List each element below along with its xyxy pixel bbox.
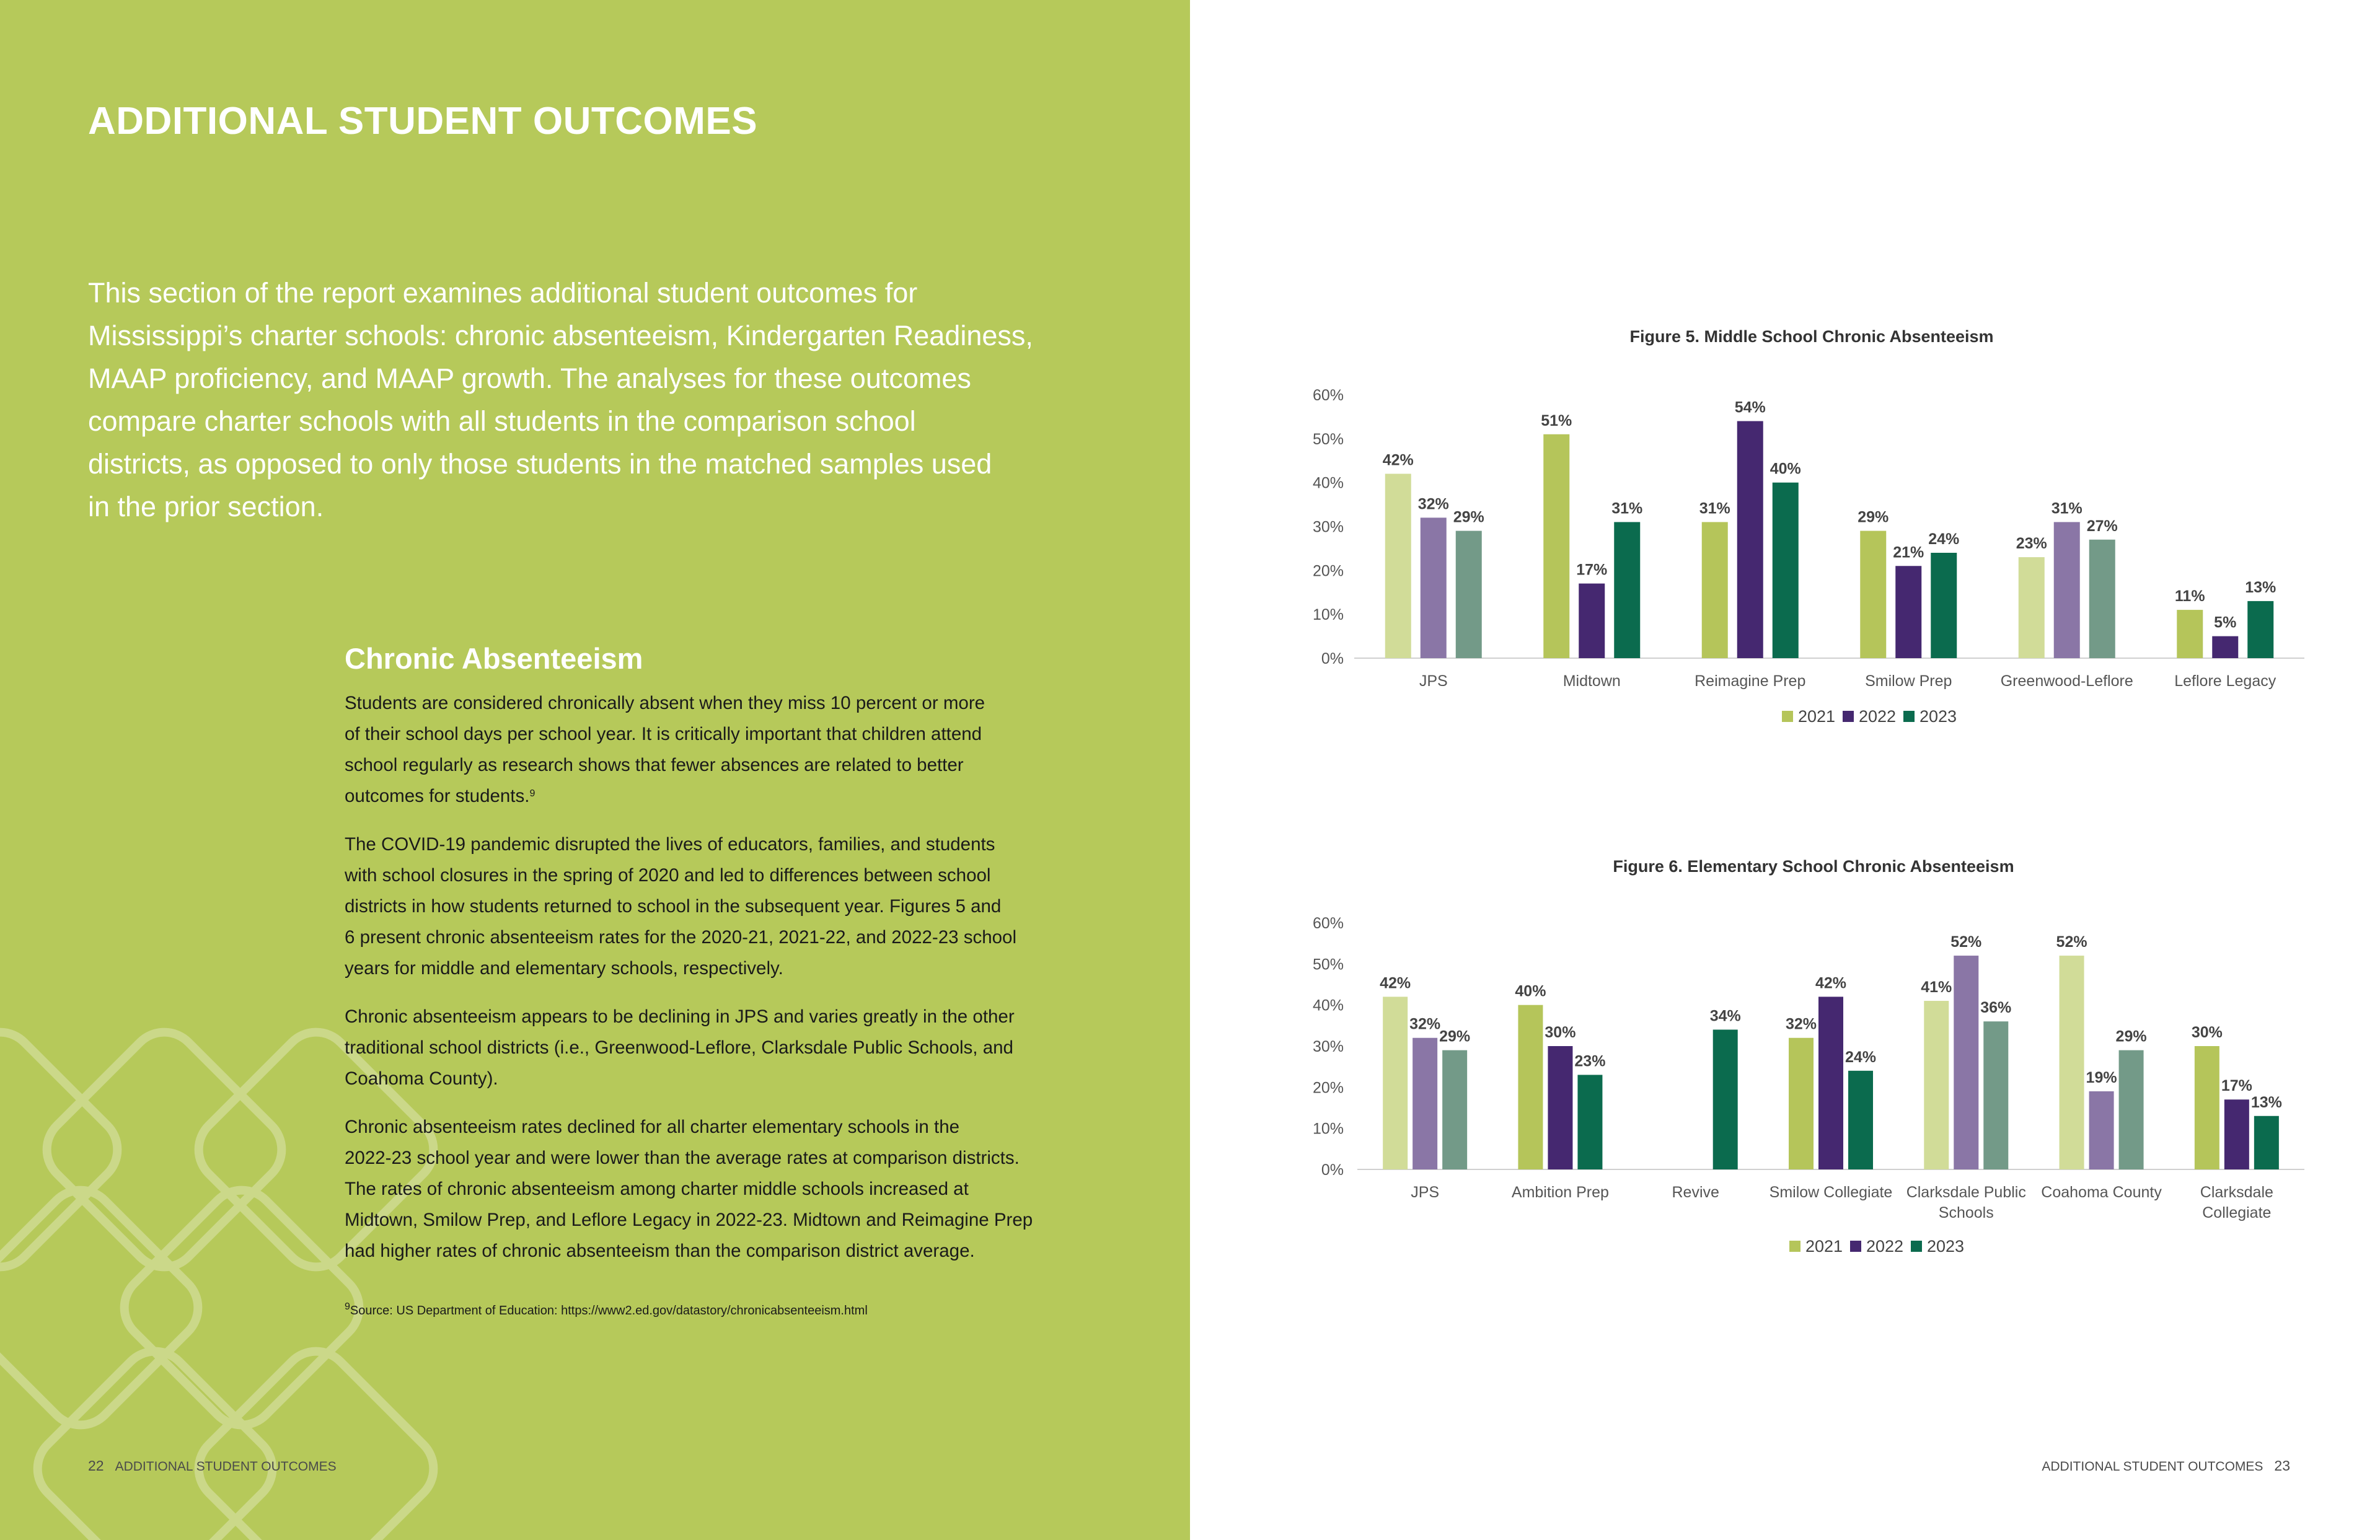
bar-2023 bbox=[1931, 553, 1957, 658]
category-label: Collegiate bbox=[2202, 1204, 2272, 1221]
bar-2023 bbox=[1442, 1050, 1467, 1169]
bar-2023 bbox=[1456, 531, 1482, 658]
y-tick-label: 0% bbox=[1321, 650, 1344, 667]
paragraph-covid bbox=[345, 829, 1079, 984]
data-label: 42% bbox=[1382, 451, 1414, 469]
intro-line: districts, as opposed to only those students in the matched samples used bbox=[88, 448, 992, 480]
paragraph-line: had higher rates of chronic absenteeism than the comparison district average. bbox=[345, 1241, 975, 1261]
paragraph-jps bbox=[345, 1001, 1079, 1094]
data-label: 32% bbox=[1409, 1015, 1441, 1033]
bar-2022 bbox=[2224, 1099, 2249, 1169]
bar-2021 bbox=[1860, 531, 1886, 658]
data-label: 24% bbox=[1928, 530, 1960, 548]
y-tick-label: 30% bbox=[1312, 1038, 1344, 1055]
figure-5-chart bbox=[1302, 325, 2318, 772]
bar-2023 bbox=[2247, 601, 2273, 658]
data-label: 30% bbox=[1545, 1024, 1576, 1041]
data-label: 54% bbox=[1734, 398, 1766, 416]
paragraph-line: traditional school districts (i.e., Greenwood-Leflore, Clarksdale Public Schools, and bbox=[345, 1037, 1013, 1058]
paragraph-definition bbox=[345, 688, 1079, 812]
bar-2022 bbox=[1413, 1038, 1437, 1169]
data-label: 40% bbox=[1515, 982, 1546, 1000]
data-label: 32% bbox=[1417, 495, 1449, 513]
intro-line: compare charter schools with all students in the comparison school bbox=[88, 405, 916, 437]
paragraph-line: years for middle and elementary schools, respectively. bbox=[345, 958, 783, 979]
bar-2021 bbox=[2177, 610, 2203, 658]
bar-2023 bbox=[2119, 1050, 2144, 1169]
y-tick-label: 40% bbox=[1312, 474, 1344, 492]
category-label: Leflore Legacy bbox=[2174, 672, 2276, 690]
intro-line: MAAP proficiency, and MAAP growth. The analyses for these outcomes bbox=[88, 363, 971, 394]
page-title: ADDITIONAL STUDENT OUTCOMES bbox=[88, 100, 758, 143]
data-label: 52% bbox=[2056, 933, 2087, 951]
page-number-right: 23 bbox=[2274, 1458, 2290, 1474]
data-label: 42% bbox=[1380, 974, 1411, 992]
category-label: Smilow Collegiate bbox=[1769, 1184, 1893, 1201]
footnote-reference[interactable]: 9 bbox=[529, 788, 536, 799]
footer-section-label: ADDITIONAL STUDENT OUTCOMES bbox=[115, 1459, 337, 1474]
y-tick-label: 10% bbox=[1312, 1120, 1344, 1138]
bar-2022 bbox=[1737, 421, 1763, 659]
bar-2021 bbox=[2019, 557, 2045, 658]
footnote-mark: 9 bbox=[345, 1301, 350, 1312]
data-label: 31% bbox=[1699, 499, 1730, 517]
data-label: 19% bbox=[2086, 1068, 2117, 1086]
bar-2022 bbox=[2089, 1091, 2114, 1169]
data-label: 42% bbox=[1815, 974, 1847, 992]
figure-6-chart bbox=[1302, 855, 2318, 1301]
data-label: 13% bbox=[2250, 1093, 2282, 1111]
y-tick-label: 40% bbox=[1312, 997, 1344, 1014]
chart-title: Figure 5. Middle School Chronic Absenteeism bbox=[1629, 327, 1994, 346]
y-tick-label: 20% bbox=[1312, 562, 1344, 580]
data-label: 17% bbox=[1576, 561, 1608, 579]
page-number-left: 22 bbox=[88, 1458, 104, 1474]
paragraph-line: The COVID-19 pandemic disrupted the lives of educators, families, and students bbox=[345, 834, 995, 855]
bar-2022 bbox=[1579, 584, 1605, 658]
paragraph-line: with school closures in the spring of 2020 and led to differences between school bbox=[345, 865, 991, 886]
bar-2022 bbox=[1954, 956, 1978, 1169]
intro-paragraph bbox=[88, 271, 1080, 528]
legend-label: 2023 bbox=[1919, 707, 1957, 726]
bar-2022 bbox=[1421, 517, 1447, 658]
section-heading: Chronic Absenteeism bbox=[345, 642, 643, 675]
legend-label: 2022 bbox=[1859, 707, 1897, 726]
paragraph-line: Chronic absenteeism appears to be declining in JPS and varies greatly in the other bbox=[345, 1006, 1015, 1027]
data-label: 41% bbox=[1921, 979, 1952, 997]
footnote bbox=[345, 1301, 868, 1318]
category-label: Revive bbox=[1672, 1184, 1719, 1201]
data-label: 40% bbox=[1770, 460, 1801, 478]
bar-2021 bbox=[1385, 474, 1411, 659]
data-label: 24% bbox=[1844, 1048, 1877, 1066]
data-label: 29% bbox=[1453, 508, 1484, 526]
data-label: 13% bbox=[2245, 578, 2276, 596]
footer-left bbox=[88, 1458, 337, 1474]
bar-2022 bbox=[2212, 636, 2238, 658]
legend-swatch-2023 bbox=[1903, 711, 1915, 722]
legend-swatch-2021 bbox=[1789, 1241, 1800, 1252]
paragraph-line: outcomes for students. bbox=[345, 786, 530, 806]
legend-label: 2022 bbox=[1866, 1237, 1904, 1256]
data-label: 11% bbox=[2174, 587, 2205, 605]
footer-section-label: ADDITIONAL STUDENT OUTCOMES bbox=[2042, 1459, 2263, 1474]
intro-line: Mississippi’s charter schools: chronic absenteeism, Kindergarten Readiness, bbox=[88, 320, 1033, 351]
bar-2023 bbox=[1848, 1071, 1873, 1169]
data-label: 27% bbox=[2086, 517, 2118, 535]
legend-swatch-2023 bbox=[1911, 1241, 1922, 1252]
bar-2021 bbox=[1789, 1038, 1814, 1169]
category-label: Clarksdale bbox=[2200, 1184, 2273, 1201]
category-label: JPS bbox=[1419, 672, 1448, 690]
bar-2021 bbox=[1518, 1005, 1543, 1169]
legend-label: 2021 bbox=[1798, 707, 1836, 726]
data-label: 29% bbox=[1439, 1027, 1471, 1045]
data-label: 30% bbox=[2191, 1024, 2223, 1041]
intro-line: in the prior section. bbox=[88, 491, 324, 522]
data-label: 17% bbox=[2221, 1077, 2252, 1095]
bar-2021 bbox=[1383, 997, 1408, 1169]
intro-line: This section of the report examines additional student outcomes for bbox=[88, 277, 918, 309]
paragraph-line: of their school days per school year. It is critically important that children attend bbox=[345, 724, 982, 744]
chart-title: Figure 6. Elementary School Chronic Absenteeism bbox=[1613, 857, 2014, 876]
bar-2021 bbox=[1543, 434, 1569, 658]
paragraph-line: Chronic absenteeism rates declined for all charter elementary schools in the bbox=[345, 1117, 960, 1137]
category-label: Greenwood-Leflore bbox=[2000, 672, 2133, 690]
category-label: Ambition Prep bbox=[1511, 1184, 1609, 1201]
bar-2023 bbox=[2089, 540, 2115, 658]
category-label: Midtown bbox=[1562, 672, 1621, 690]
y-tick-label: 30% bbox=[1312, 518, 1344, 536]
bar-2023 bbox=[1773, 483, 1799, 658]
legend-swatch-2022 bbox=[1843, 711, 1854, 722]
bar-2022 bbox=[1548, 1046, 1572, 1169]
bar-2023 bbox=[1614, 522, 1640, 658]
data-label: 32% bbox=[1785, 1015, 1817, 1033]
footnote-text[interactable]: Source: US Department of Education: https://www2.ed.gov/datastory/chronicabsenteeism.html bbox=[350, 1304, 868, 1318]
legend-label: 2023 bbox=[1927, 1237, 1965, 1256]
data-label: 29% bbox=[2115, 1027, 2147, 1045]
y-tick-label: 50% bbox=[1312, 956, 1344, 974]
data-label: 31% bbox=[2051, 499, 2082, 517]
bar-2021 bbox=[2060, 956, 2084, 1169]
y-tick-label: 0% bbox=[1321, 1161, 1344, 1179]
bar-2023 bbox=[2254, 1116, 2279, 1169]
y-tick-label: 50% bbox=[1312, 430, 1344, 448]
paragraph-line: Students are considered chronically absent when they miss 10 percent or more bbox=[345, 693, 985, 713]
body-text bbox=[345, 688, 1079, 1284]
y-tick-label: 60% bbox=[1312, 915, 1344, 932]
bar-2023 bbox=[1577, 1075, 1602, 1169]
data-label: 21% bbox=[1893, 543, 1924, 561]
bar-2023 bbox=[1713, 1029, 1738, 1169]
data-label: 52% bbox=[1950, 933, 1982, 951]
category-label: Clarksdale Public bbox=[1906, 1184, 2026, 1201]
data-label: 29% bbox=[1858, 508, 1889, 526]
paragraph-charter-rates bbox=[345, 1112, 1079, 1267]
data-label: 23% bbox=[1574, 1052, 1606, 1070]
data-label: 36% bbox=[1980, 999, 2012, 1017]
y-tick-label: 20% bbox=[1312, 1079, 1344, 1097]
paragraph-line: 2022-23 school year and were lower than the average rates at comparison districts. bbox=[345, 1148, 1020, 1168]
data-label: 51% bbox=[1541, 411, 1572, 429]
bar-2022 bbox=[2054, 522, 2080, 658]
bar-2021 bbox=[1924, 1001, 1949, 1169]
bar-2022 bbox=[1818, 997, 1843, 1169]
paragraph-line: school regularly as research shows that fewer absences are related to better bbox=[345, 755, 964, 775]
category-label: Smilow Prep bbox=[1865, 672, 1952, 690]
paragraph-line: districts in how students returned to school in the subsequent year. Figures 5 and bbox=[345, 896, 1002, 917]
legend-swatch-2022 bbox=[1850, 1241, 1861, 1252]
footer-right bbox=[2042, 1458, 2290, 1474]
bar-2023 bbox=[1983, 1021, 2008, 1169]
legend-label: 2021 bbox=[1805, 1237, 1843, 1256]
bar-2022 bbox=[1895, 566, 1921, 658]
bar-2021 bbox=[1702, 522, 1728, 658]
paragraph-line: 6 present chronic absenteeism rates for the 2020-21, 2021-22, and 2022-23 school bbox=[345, 927, 1017, 948]
category-label: Coahoma County bbox=[2041, 1184, 2162, 1201]
paragraph-line: The rates of chronic absenteeism among charter middle schools increased at bbox=[345, 1179, 969, 1199]
bar-2021 bbox=[2195, 1046, 2219, 1169]
y-tick-label: 10% bbox=[1312, 606, 1344, 624]
category-label: Reimagine Prep bbox=[1695, 672, 1806, 690]
data-label: 5% bbox=[2214, 614, 2237, 631]
data-label: 34% bbox=[1709, 1007, 1741, 1025]
data-label: 23% bbox=[2016, 535, 2047, 553]
legend-swatch-2021 bbox=[1782, 711, 1793, 722]
category-label: Schools bbox=[1938, 1204, 1994, 1221]
data-label: 31% bbox=[1611, 499, 1643, 517]
paragraph-line: Midtown, Smilow Prep, and Leflore Legacy in 2022-23. Midtown and Reimagine Prep bbox=[345, 1210, 1033, 1230]
category-label: JPS bbox=[1411, 1184, 1440, 1201]
y-tick-label: 60% bbox=[1312, 387, 1344, 404]
paragraph-line: Coahoma County). bbox=[345, 1068, 498, 1089]
